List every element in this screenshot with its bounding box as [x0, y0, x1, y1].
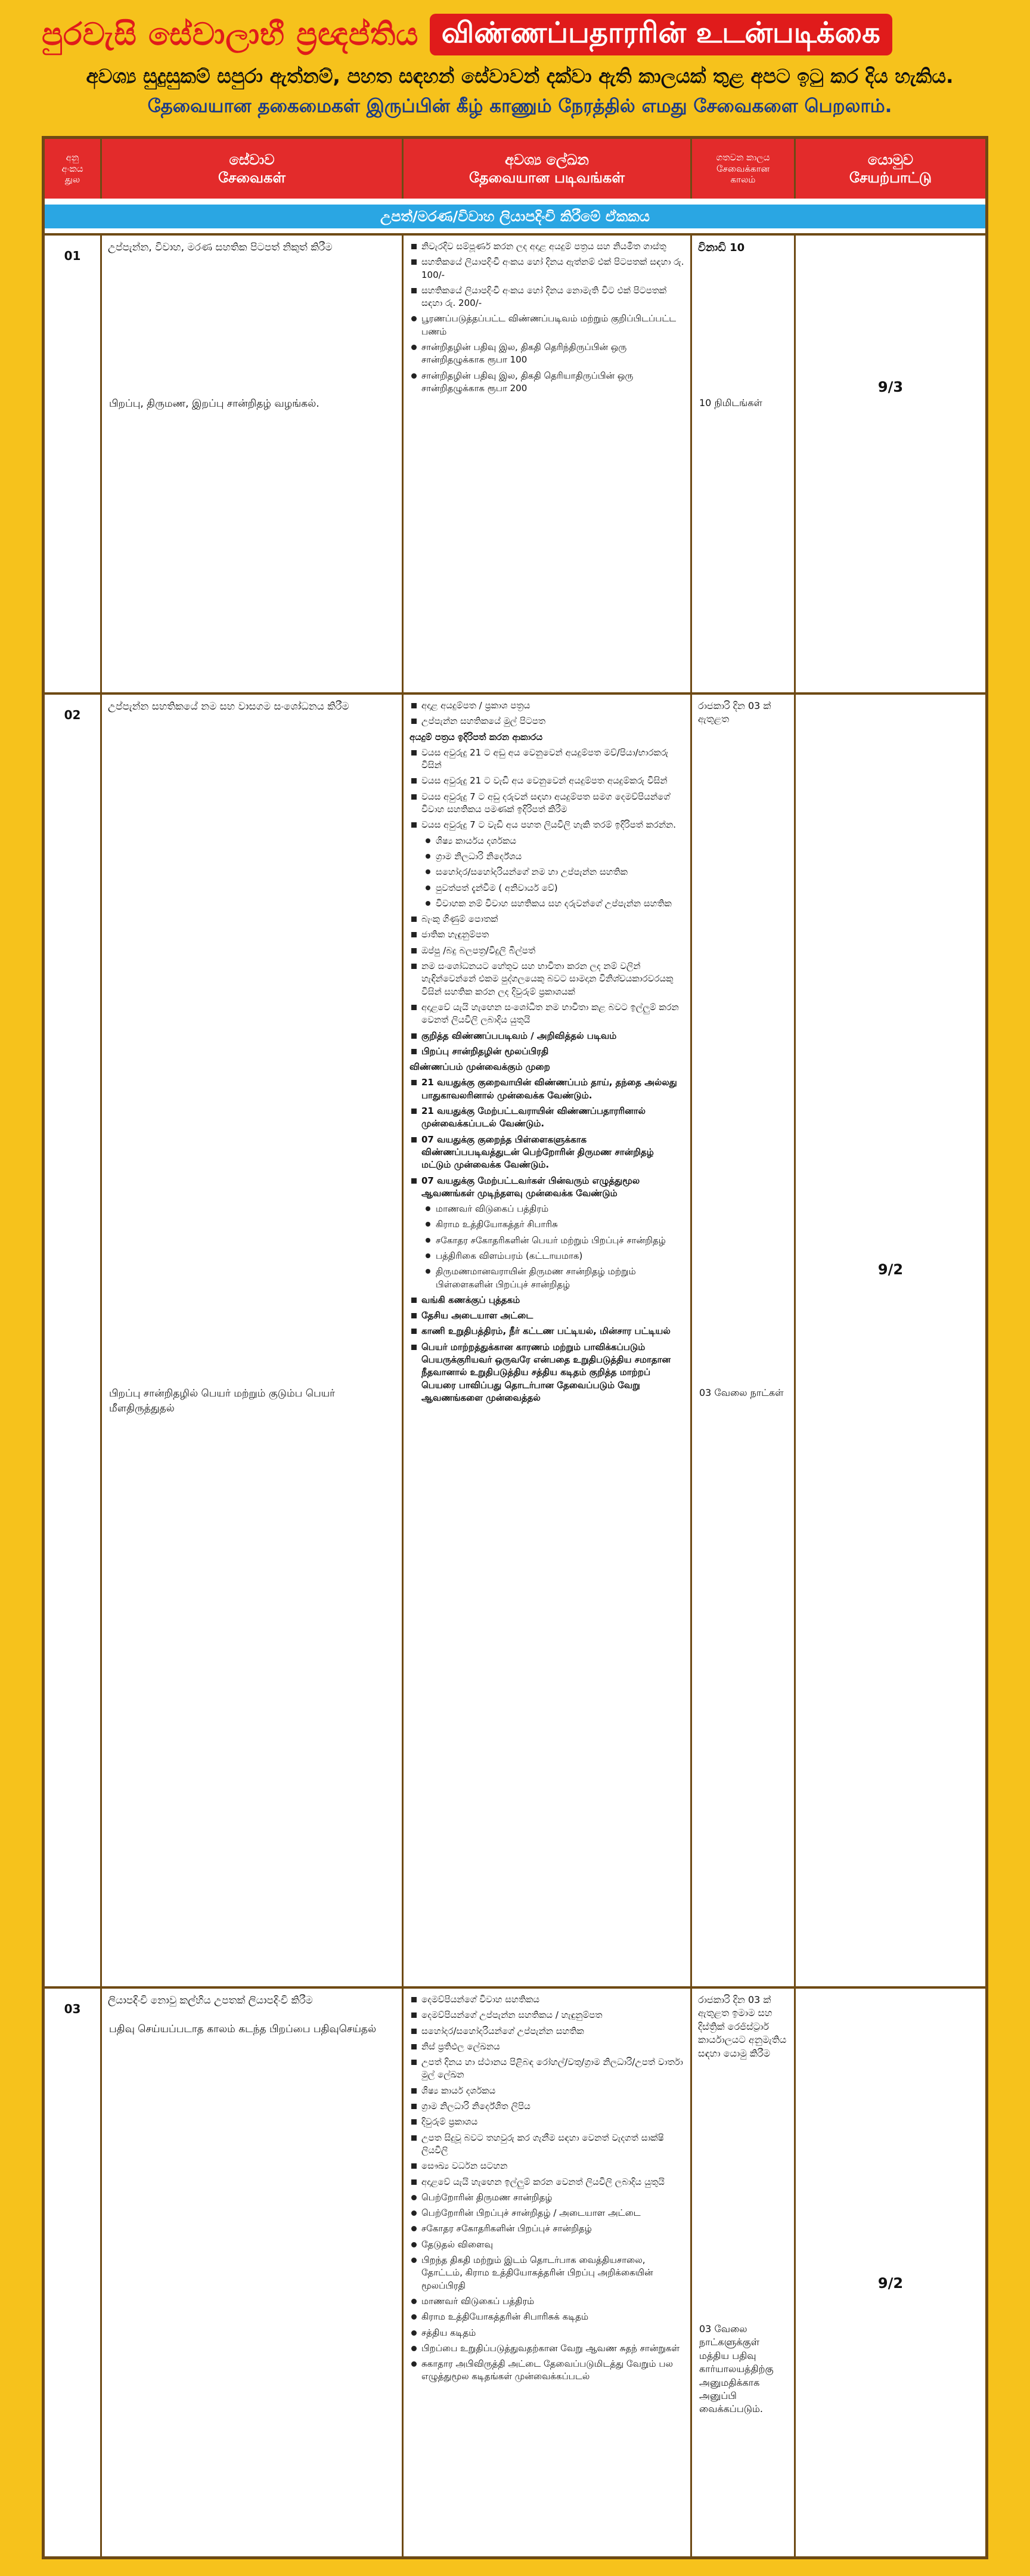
document-item: 21 வயதுக்கு மேற்பட்டவராயின் விண்ணப்பதாரரினால் முன்வைக்கப்படல் வேண்டும்.: [421, 1105, 684, 1131]
directive: 9/2: [877, 2275, 904, 2292]
row-no-cell: [45, 1989, 102, 2556]
row-directive-cell: [796, 695, 985, 1986]
row-directive-cell: [796, 236, 985, 692]
document-item: பெற்றோரின் பிறப்புச் சான்றிதழ் / அடையாள அட்டை: [421, 2207, 684, 2219]
row-docs-cell: [404, 695, 692, 1986]
document-item: கிராம உத்தியோகத்தர் சிபாரிசு: [436, 1218, 684, 1231]
title-row: [42, 11, 995, 58]
table-header: [45, 139, 985, 199]
header-docs-si: අවශ්‍ය ලේඛන: [505, 151, 589, 168]
row-service-cell: [102, 236, 404, 692]
document-item: 21 வயதுக்கு குறைவாயின் விண்ணப்பம் தாய், தந்தை அல்லது பாதுகாவலரினால் முன்வைக்க வேண்டும்.: [421, 1076, 684, 1102]
time-ta: 03 வேலை நாட்களுக்குள் மத்திய பதிவு கார்யாலயத்திற்கு அனுமதிக்காக அனுப்பி வைக்கப்படும்.: [699, 2323, 774, 2415]
row-service-cell: [102, 695, 404, 1986]
section-title: උපත්/මරණ/විවාහ ලියාපදිංචි කිරීමේ ඒකකය: [45, 205, 985, 228]
docs-list: [409, 240, 684, 395]
document-item: පුවත්පත් දැන්වීම ( අනිවාර්ය වේ): [436, 882, 684, 894]
time-ta: 03 வேலை நாட்கள்: [699, 1387, 784, 1398]
docs-list: [409, 699, 684, 1404]
time-si: රාජකාරි දින 03 ක් ඇතුළත: [698, 700, 771, 725]
services-table: [42, 136, 988, 2559]
document-item: பூரணப்படுத்தப்பட்ட விண்ணப்படிவம் மற்றும் குறிப்பிடப்பட்ட பணம்: [421, 312, 684, 338]
document-item: குறித்த விண்ணப்பபடிவம் / அறிவித்தல் படிவம்: [421, 1030, 684, 1042]
docs-list: [409, 1993, 684, 2383]
row-no-cell: [45, 236, 102, 692]
document-item: දෙමව්පියන්ගේ උප්පැන්න සහතිකය / හැඳුනුම්පත: [421, 2009, 684, 2021]
row-no-cell: [45, 695, 102, 1986]
document-item: வங்கி கணக்குப் புத்தகம்: [421, 1294, 684, 1306]
header-docs: [404, 139, 692, 199]
service-si: උප්පැන්න, විවාහ, මරණ සහතික පිටපත් නිකුත් කිරීම: [108, 242, 333, 253]
row-time-cell: [692, 236, 796, 692]
document-item: නම සංශෝධනයට හේතුව සහ භාවිතා කරන ලද නම් වලින් හැඳින්වෙන්නේ එකම පුද්ගලයෙකු බවට සාමදාන විනිශ්චයකාරවරයකු විසින් සහතික කරන ලද දිවුරුම් ප්‍රකාශයක්: [421, 960, 684, 998]
row-docs-cell: [404, 236, 692, 692]
document-item: சகோதர சகோதரிகளின் பெயர் மற்றும் பிறப்புச் சான்றிதழ்: [436, 1234, 684, 1247]
header-time: [692, 139, 796, 199]
document-item: சான்றிதழின் பதிவு இல, திகதி தெரியாதிருப்பின் ஒரு சான்றிதழுக்காக ரூபா 200: [421, 370, 684, 395]
document-item: ශිෂ්‍ය කාර්ය දර්ශකය: [421, 2085, 684, 2097]
document-item: பிறப்பு சான்றிதழின் மூலப்பிரதி: [421, 1045, 684, 1058]
row-time-cell: [692, 695, 796, 1986]
title-tamil: விண்ணப்பதாரரின் உடன்படிக்கை: [430, 14, 892, 55]
document-item: දෙමව්පියන්ගේ විවාහ සහතිකය: [421, 1993, 684, 2006]
document-item: மாணவர் விடுகைப் பத்திரம்: [421, 2295, 684, 2308]
document-item: සහතිකයේ ලියාපදිංචි අංකය හෝ දිනය නොමැති විට එක් පිටපතක් සඳහා රු. 200/-: [421, 284, 684, 310]
table-row: [45, 692, 985, 1986]
row-no: 01: [64, 249, 81, 263]
document-item: ශිෂ්‍ය කාර්යය දර්ශකය: [436, 835, 684, 847]
header-service-si: සේවාව: [229, 151, 275, 168]
document-item: ග්‍රාම නිලධාරි නිර්දේශය: [436, 850, 684, 863]
document-item: දිවුරුම් ප්‍රකාශය: [421, 2116, 684, 2128]
service-ta: பிறப்பு, திருமண, இறப்பு சான்றிதழ் வழங்கல்.: [109, 398, 319, 410]
header-service-ta: சேவைகள்: [218, 169, 286, 186]
document-item: தேசிய அடையாள அட்டை: [421, 1309, 684, 1322]
document-item: மாணவர் விடுகைப் பத்திரம்: [436, 1203, 684, 1215]
document-item: 07 வயதுக்கு குறைந்த பிள்ளைகளுக்காக விண்ணப்பபடிவத்துடன் பெற்றோரின் திருமண சான்றிதழ் மட்டும் முன்வைக்க வேண்டும்.: [421, 1134, 684, 1172]
document-item: திருமணமானவராயின் திருமண சான்றிதழ் மற்றும் பிள்ளைகளின் பிறப்புச் சான்றிதழ்: [436, 1265, 684, 1291]
document-item: சுகாதார அபிவிருத்தி அட்டை தேவைப்படுமிடத்து வேறும் பல எழுத்துமூல கடிதங்கள் முன்வைக்கப்படல்: [421, 2358, 684, 2383]
document-item: වයස අවුරුදු 7 ට අඩු දරුවන් සඳහා අයදුම්පත සමග දෙමව්පියන්ගේ විවාහ සහතිකය පමණක් ඉදිරිපත් කිරීම: [421, 791, 684, 816]
document-item: காணி உறுதிபத்திரம், நீர் கட்டண பட்டியல், மின்சார பட்டியல்: [421, 1325, 684, 1337]
document-item: கிராம உத்தியோகத்தரின் சிபாரிசுக் கடிதம்: [421, 2311, 684, 2323]
time-ta: 10 நிமிடங்கள்: [699, 397, 762, 408]
document-item: වයස අවුරුදු 21 ට වැඩි අය වෙනුවෙන් අයදුම්පත අයදුම්කරු විසින්: [421, 775, 684, 787]
document-item: தேடுதல் விளைவு: [421, 2238, 684, 2251]
header-time-ta: சேவைக்கான காலம்: [716, 163, 770, 185]
document-item: බැංකු ගිණුම් පොතක්: [421, 913, 684, 925]
document-item: වයස අවුරුදු 21 ට අඩු අය වෙනුවෙන් අයදුම්පත මව්/පියා/භාරකරු විසින්: [421, 747, 684, 772]
service-si: ලියාපදිංචි නොවු කල්හිය උපතක් ලියාපදිංචි කිරීම: [108, 1995, 313, 2007]
document-item: பத்திரிகை விளம்பரம் (கட்டாயமாக): [436, 1250, 684, 1262]
document-item: ජාතික හැඳුනුම්පත: [421, 928, 684, 941]
header-directive-ta: சேயற்பாட்டு: [849, 169, 932, 186]
row-no: 02: [64, 708, 81, 722]
intro-tamil: தேவையான தகைமைகள் இருப்பின் கீழ் காணும் நேரத்தில் எமது சேவைகளை பெறலாம்.: [147, 95, 892, 117]
document-item: අදාළ අයදුම්පත / ප්‍රකාශ පත්‍රය: [421, 699, 684, 712]
document-item: சான்றிதழின் பதிவு இல, திகதி தெரிந்திருப்பின் ஒரு சான்றிதழுக்காக ரூபா 100: [421, 341, 684, 367]
header-time-si: ගතවන කාලය: [716, 151, 770, 163]
document-item: විවාහක නම් විවාහ සහතිකය සහ දරුවන්ගේ උප්පැන්න සහතික: [436, 897, 684, 910]
row-no: 03: [64, 2002, 81, 2016]
document-item: பிறந்த திகதி மற்றும் இடம் தொடர்பாக வைத்தியசாலை, தோட்டம், கிராம உத்தியோகத்தரின் பிறப்பு அறிக்கையின் மூலப்பிரதி: [421, 2254, 684, 2292]
document-item: சகோதர சகோதரிகளின் பிறப்புச் சான்றிதழ்: [421, 2222, 684, 2235]
document-item: සහෝදර/සහෝදරියන්ගේ නම හා උප්පැන්න සහතික: [436, 866, 684, 878]
row-time-cell: [692, 1989, 796, 2556]
document-item: සහෝදර/සහෝදරියන්ගේ උප්පැන්න සහතික: [421, 2025, 684, 2038]
row-service-cell: [102, 1989, 404, 2556]
directive: 9/2: [877, 1261, 904, 1278]
table-row: [45, 233, 985, 692]
header-docs-ta: தேவையான படிவங்கள்: [469, 169, 625, 186]
time-si: විනාඩි 10: [698, 242, 745, 254]
document-item: අයදුම් පත්‍රය ඉදිරිපත් කරන ආකාරය: [409, 731, 543, 742]
header-no: [45, 139, 102, 199]
document-item: සෞඛ්‍ය වර්ධන සටහන: [421, 2160, 684, 2172]
header-directive: [796, 139, 985, 199]
title-sinhala: පුරවැසි සේවාලාභී ප්‍රඥප්තිය: [42, 16, 419, 52]
service-ta: பதிவு செய்யப்படாத காலம் கடந்த பிறப்பை பதிவுசெய்தல்: [109, 2023, 377, 2035]
document-item: වයස අවුරුදු 7 ට වැඩි අය පහත ලියවිලි හැකි තරම් ඉදිරිපත් කරන්න.: [421, 819, 684, 831]
document-item: නිස් ප්‍රතිඵල ලේඛනය: [421, 2041, 684, 2053]
directive: 9/3: [877, 379, 904, 395]
document-item: 07 வயதுக்கு மேற்பட்டவர்கள் பின்வரும் எழுத்துமூல ஆவணங்கள் முடிந்தளவு முன்வைக்க வேண்டும்: [421, 1175, 684, 1200]
row-directive-cell: [796, 1989, 985, 2556]
document-item: උපත සිදුවූ බවට තහවුරු කර ගැනීම සඳහා වෙනත් වැදගත් සාක්ෂි ලියවිලි: [421, 2132, 684, 2157]
document-item: උපත් දිනය හා ස්ථානය පිළිබඳ රෝහල්/වතු/ග්‍රාම නිලධාරි/උපත් වාර්තා මුල් ලේඛන: [421, 2056, 684, 2082]
document-item: උප්පැන්න සහතිකයේ මුල් පිටපත: [421, 715, 684, 727]
document-item: නිවැරදිව සම්පූර්ණ කරන ලද අදාළ අයදුම් පත්‍රය සහ නියමිත ගාස්තු: [421, 240, 684, 253]
row-docs-cell: [404, 1989, 692, 2556]
document-item: சத்திய கடிதம்: [421, 2327, 684, 2339]
table-row: [45, 1986, 985, 2556]
document-item: සහතිකයේ ලියාපදිංචි අංකය හෝ දිනය ඇත්නම් එක් පිටපතක් සඳහා රු. 100/-: [421, 256, 684, 281]
service-ta: பிறப்பு சான்றிதழில் பெயர் மற்றும் குடும்ப பெயர் மீளதிருத்துதல்: [109, 1388, 336, 1414]
document-item: ග්‍රාම නිලධාරි නිර්දේශිත ලිපිය: [421, 2100, 684, 2113]
intro-sinhala: අවශ්‍ය සුදුසුකම් සපුරා ඇත්නම්, පහත සඳහන් සේවාවන් දක්වා ඇති කාලයක් තුළ අපට ඉටු කර දිය හැකිය.: [86, 64, 954, 88]
document-item: අදාළවේ යැයි හැඟෙන සංශෝධිත නම භාවිතා කළ බවට ඉල්ලුම් කරන වෙනත් ලියවිලි ලබාදිය යුතුයි: [421, 1001, 684, 1027]
document-item: අදාළවේ යැයි හැඟෙන ඉල්ලුම් කරන වෙනත් ලියවිලි ලබාදිය යුතුයි: [421, 2176, 684, 2188]
header-directive-si: යොමුව: [867, 151, 913, 168]
document-item: பெற்றோரின் திருமண சான்றிதழ்: [421, 2191, 684, 2204]
document-item: பிறப்பை உறுதிப்படுத்துவதற்கான வேறு ஆவண சுதந் சான்றுகள்: [421, 2342, 684, 2355]
header-service: [102, 139, 404, 199]
document-item: விண்ணப்பம் முன்வைக்கும் முறை: [409, 1061, 550, 1073]
service-si: උප්පැන්න සහතිකයේ නම සහ වාසගම සංශෝධනය කිරීම: [108, 701, 349, 713]
document-item: பெயர் மாற்றத்துக்கான காரணம் மற்றும் பாவிக்கப்படும் பெயருக்குரியவர் ஒருவரே என்பதை உறுதிபடுத்திய சமாதான நீதவானால் உறுதிபடுத்திய சத்திய கடிதம் குறித்த மாற்றப் பெயரை பாவிப்பது தொடர்பான தேவைப்படும் வேறு ஆவணங்களை முன்வைத்தல்: [421, 1341, 684, 1404]
time-si: රාජකාරි දින 03 ක් ඇතුළත ඉමාම සහ දිස්ත්‍රික් රෙජිස්ට්‍රාර් කාර්යාලයට අනුමැතිය සඳහා යොමු කිරීම: [698, 1994, 787, 2059]
document-item: ඔප්පු /බදු බලපත්‍ර/විදුලි බිල්පත්: [421, 945, 684, 957]
header-no-label: අනු අංකය துல: [61, 151, 83, 185]
